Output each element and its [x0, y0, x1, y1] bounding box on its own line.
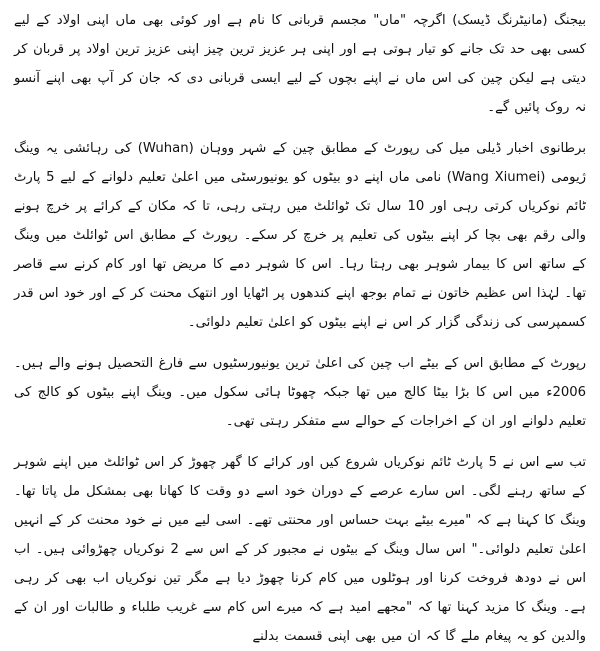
article-paragraph: رپورٹ کے مطابق اس کے بیٹے اب چین کی اعلیٰ ترین یونیورسٹیوں سے فارغ التحصیل ہونے والے ہیں۔ 2006ء میں اس کا بڑا بیٹا کالج میں تھا جبکہ چھوٹا ہائی سکول میں۔ وینگ اپنے بیٹوں کو کالج کی تعلیم دلوانے اور ان کے اخراجات کے حوالے سے متفکر رہتی تھی۔ [14, 356, 586, 429]
article-body [14, 6, 587, 644]
article-paragraph: تب سے اس نے 5 پارٹ ٹائم نوکریاں شروع کیں اور کرائے کا گھر چھوڑ کر اس ٹوائلٹ میں اپنے شوہر کے ساتھ رہنے لگی۔ اس سارے عرصے کے دوران خود اسے دو وقت کا کھانا بھی بمشکل مل پاتا تھا۔ وینگ کا کہنا ہے کہ "میرے بیٹے بہت حساس اور محنتی تھے۔ اسی لیے میں نے خود محنت کر کے انہیں اعلیٰ تعلیم دلوائی۔" اس سال وینگ کے بیٹوں نے مجبور کر کے اس سے 2 نوکریاں چھڑوائی ہیں۔ اب اس نے دودھ فروخت کرنا اور ہوٹلوں میں کام کرنا چھوڑ دیا ہے مگر تین نوکریاں اب بھی کر رہی ہے۔ وینگ کا مزید کہنا تھا کہ "مجھے امید ہے کہ میرے اس کام سے غریب طلباء و طالبات اور ان کے والدین کو یہ پیغام ملے گا کہ ان میں بھی اپنی قسمت بدلنے [14, 455, 586, 644]
article-paragraph: برطانوی اخبار ڈیلی میل کی رپورٹ کے مطابق چین کے شہر ووہان (Wuhan) کی رہائشی یہ وینگ ژیومی (Wang Xiumei) نامی ماں اپنے دو بیٹوں کو یونیورسٹی میں اعلیٰ تعلیم دلوانے کے لیے 5 پارٹ ٹائم نوکریاں کرتی رہی اور 10 سال تک ٹوائلٹ میں رہتی رہی، تا کہ مکان کے کرائے پر خرچ ہونے والی رقم بھی بچا کر اپنے بیٹوں کی تعلیم پر خرچ کر سکے۔ رپورٹ کے مطابق اس ٹوائلٹ میں وینگ کے ساتھ اس کا بیمار شوہر بھی رہتا رہا۔ اس کا شوہر دمے کا مریض تھا اور کام کرنے سے قاصر تھا۔ لہٰذا اس عظیم خاتون نے تمام بوجھ اپنے کندھوں پر اٹھایا اور انتھک محنت کر کے اور خود اس قدر کسمپرسی کی زندگی گزار کر اس نے اپنے بیٹوں کو اعلیٰ تعلیم دلوائی۔ [14, 141, 587, 330]
article-paragraph: بیجنگ (مانیٹرنگ ڈیسک) اگرچہ "ماں" مجسم قربانی کا نام ہے اور کوئی بھی ماں اپنی اولاد کے لیے کسی بھی حد تک جانے کو تیار ہوتی ہے اور اپنی ہر عزیز ترین چیز اپنی عزیز ترین اولاد پر قربان کر دیتی ہے لیکن چین کی اس ماں نے اپنے بچوں کے لیے ایسی قربانی دی کہ جان کر آپ بھی اپنے آنسو نہ روک پائیں گے۔ [14, 13, 586, 115]
